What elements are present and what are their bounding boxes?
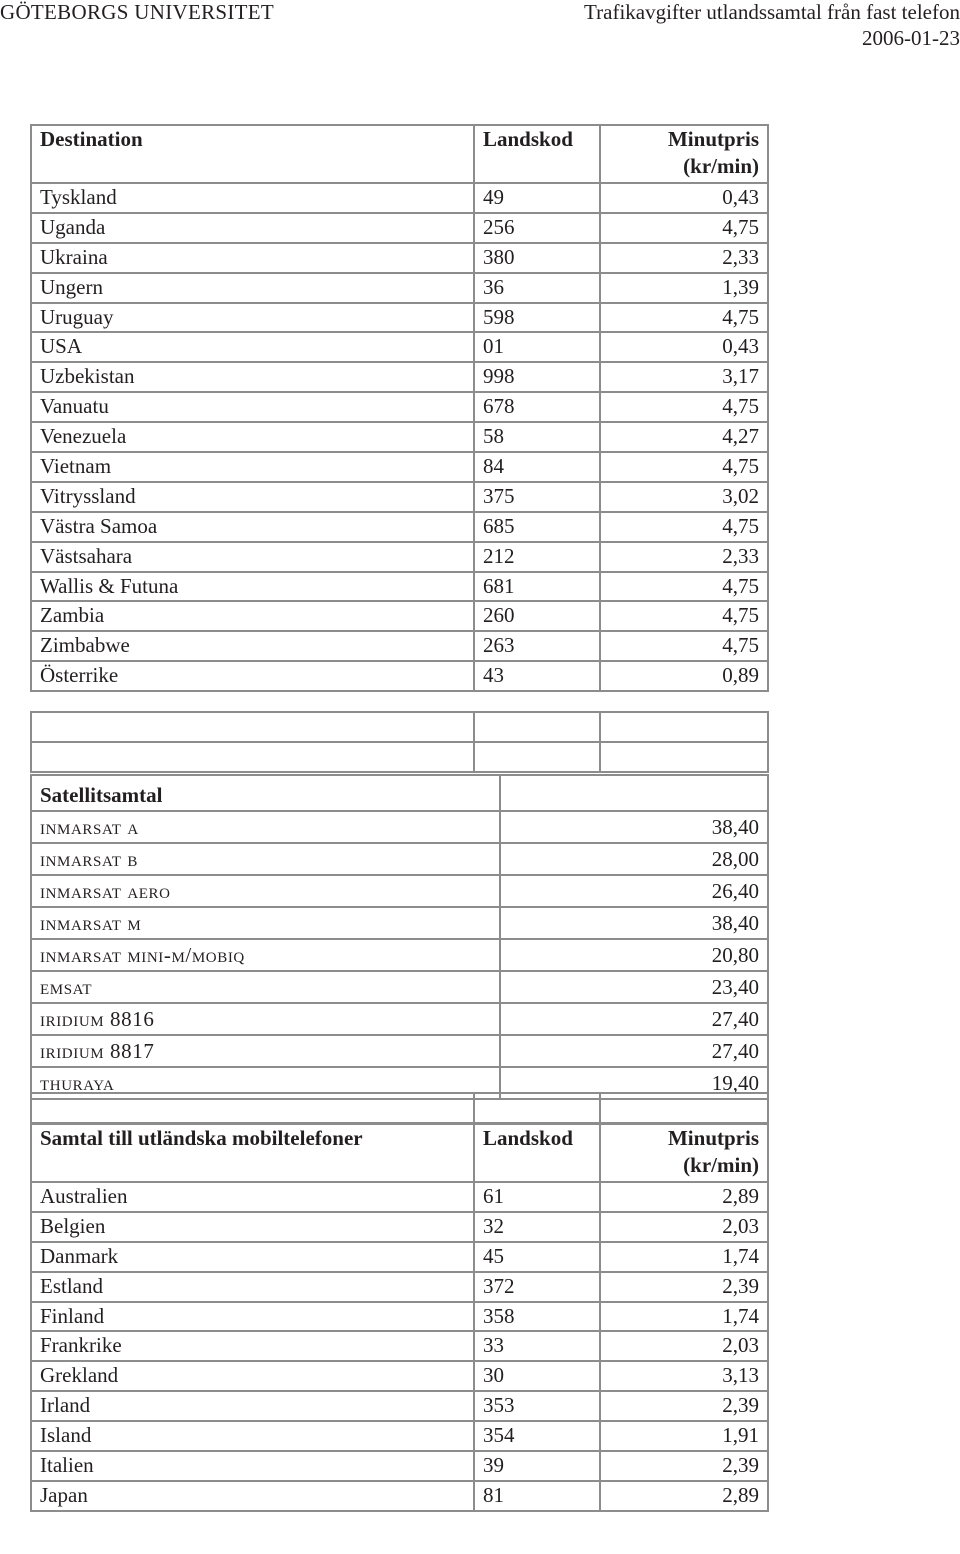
university-name: GÖTEBORGS UNIVERSITET <box>0 0 275 24</box>
blank-row <box>31 742 768 772</box>
country-cell: Västsahara <box>31 542 474 572</box>
satellite-service-cell: inmarsat aero <box>31 875 500 907</box>
country-cell: Italien <box>31 1451 474 1481</box>
price-cell: 2,89 <box>600 1182 768 1212</box>
table-row <box>31 939 768 971</box>
price-cell: 23,40 <box>500 971 768 1003</box>
price-cell: 2,39 <box>600 1451 768 1481</box>
country-cell: Uruguay <box>31 303 474 333</box>
country-code-cell: 678 <box>474 392 600 422</box>
country-cell: Belgien <box>31 1212 474 1242</box>
price-cell: 4,75 <box>600 572 768 602</box>
document-date: 2006-01-23 <box>862 26 960 50</box>
country-code-cell: 372 <box>474 1272 600 1302</box>
table-header-row <box>31 1124 768 1182</box>
country-code-cell: 260 <box>474 601 600 631</box>
satellite-price-table <box>30 774 769 1100</box>
price-cell: 2,89 <box>600 1481 768 1511</box>
table-row <box>31 601 768 631</box>
country-code-cell: 58 <box>474 422 600 452</box>
table-row <box>31 482 768 512</box>
header-mobile-title: Samtal till utländska mobiltelefoner <box>31 1124 474 1182</box>
table-row <box>31 907 768 939</box>
price-cell: 3,17 <box>600 362 768 392</box>
header-landskod: Landskod <box>474 1124 600 1182</box>
price-cell: 3,02 <box>600 482 768 512</box>
country-code-cell: 30 <box>474 1361 600 1391</box>
price-cell: 27,40 <box>500 1003 768 1035</box>
country-code-cell: 354 <box>474 1421 600 1451</box>
country-code-cell: 32 <box>474 1212 600 1242</box>
mobile-price-table <box>30 1123 769 1512</box>
price-cell: 2,03 <box>600 1331 768 1361</box>
satellite-title-row <box>31 775 768 811</box>
satellite-service-cell: thuraya <box>31 1067 500 1099</box>
country-cell: Vanuatu <box>31 392 474 422</box>
table-row <box>31 1272 768 1302</box>
price-cell: 38,40 <box>500 811 768 843</box>
satellite-service-cell: inmarsat b <box>31 843 500 875</box>
price-cell: 27,40 <box>500 1035 768 1067</box>
table-row <box>31 1182 768 1212</box>
satellite-service-cell: inmarsat m <box>31 907 500 939</box>
country-cell: Zambia <box>31 601 474 631</box>
country-cell: Danmark <box>31 1242 474 1272</box>
price-cell: 2,03 <box>600 1212 768 1242</box>
price-cell: 2,39 <box>600 1272 768 1302</box>
country-code-cell: 61 <box>474 1182 600 1212</box>
table-row <box>31 1212 768 1242</box>
price-cell: 3,13 <box>600 1361 768 1391</box>
price-cell: 0,89 <box>600 661 768 691</box>
country-code-cell: 256 <box>474 213 600 243</box>
country-cell: Island <box>31 1421 474 1451</box>
header-unit-label: (kr/min) <box>683 1153 759 1177</box>
blank-rows-2 <box>30 1092 769 1124</box>
table-row <box>31 512 768 542</box>
price-cell: 26,40 <box>500 875 768 907</box>
table-row <box>31 1421 768 1451</box>
country-cell: Estland <box>31 1272 474 1302</box>
blank-row <box>31 1093 768 1123</box>
price-cell: 1,74 <box>600 1302 768 1332</box>
price-cell: 38,40 <box>500 907 768 939</box>
table-row <box>31 452 768 482</box>
price-cell: 4,75 <box>600 631 768 661</box>
blank-row <box>31 712 768 742</box>
country-code-cell: 380 <box>474 243 600 273</box>
country-code-cell: 212 <box>474 542 600 572</box>
table-row <box>31 243 768 273</box>
country-code-cell: 36 <box>474 273 600 303</box>
country-code-cell: 81 <box>474 1481 600 1511</box>
country-code-cell: 263 <box>474 631 600 661</box>
price-cell: 0,43 <box>600 332 768 362</box>
country-cell: Irland <box>31 1391 474 1421</box>
price-cell: 0,43 <box>600 183 768 213</box>
price-cell: 2,33 <box>600 243 768 273</box>
table-row <box>31 1331 768 1361</box>
table-row <box>31 422 768 452</box>
country-cell: Vitryssland <box>31 482 474 512</box>
country-code-cell: 998 <box>474 362 600 392</box>
price-cell: 28,00 <box>500 843 768 875</box>
price-cell: 1,39 <box>600 273 768 303</box>
price-cell: 1,91 <box>600 1421 768 1451</box>
country-cell: Frankrike <box>31 1331 474 1361</box>
country-cell: Australien <box>31 1182 474 1212</box>
header-unit-label: (kr/min) <box>683 154 759 178</box>
header-landskod: Landskod <box>474 125 600 183</box>
table-row <box>31 1003 768 1035</box>
price-cell: 4,75 <box>600 601 768 631</box>
country-cell: Österrike <box>31 661 474 691</box>
table-row <box>31 542 768 572</box>
country-cell: Finland <box>31 1302 474 1332</box>
country-cell: Venezuela <box>31 422 474 452</box>
page-header <box>0 0 960 60</box>
country-code-cell: 685 <box>474 512 600 542</box>
table-row <box>31 875 768 907</box>
table-row <box>31 1361 768 1391</box>
table-row <box>31 1481 768 1511</box>
country-cell: Uganda <box>31 213 474 243</box>
table-row <box>31 1302 768 1332</box>
price-cell: 19,40 <box>500 1067 768 1099</box>
country-cell: Tyskland <box>31 183 474 213</box>
satellite-service-cell: emsat <box>31 971 500 1003</box>
price-cell: 4,75 <box>600 392 768 422</box>
price-cell: 20,80 <box>500 939 768 971</box>
country-cell: Ungern <box>31 273 474 303</box>
country-code-cell: 375 <box>474 482 600 512</box>
table-row <box>31 362 768 392</box>
table-row <box>31 1391 768 1421</box>
price-cell: 2,39 <box>600 1391 768 1421</box>
country-cell: Wallis & Futuna <box>31 572 474 602</box>
destination-price-table <box>30 124 769 692</box>
table-row <box>31 811 768 843</box>
country-cell: Japan <box>31 1481 474 1511</box>
table-row <box>31 843 768 875</box>
price-cell: 4,75 <box>600 512 768 542</box>
table-header-row <box>31 125 768 183</box>
country-code-cell: 49 <box>474 183 600 213</box>
table-row <box>31 1035 768 1067</box>
country-cell: Uzbekistan <box>31 362 474 392</box>
table-row <box>31 273 768 303</box>
header-minutpris-label: Minutpris <box>667 1126 759 1150</box>
table-row <box>31 213 768 243</box>
table-row <box>31 971 768 1003</box>
document-title: Trafikavgifter utlandssamtal från fast telefon <box>584 0 960 24</box>
price-cell: 1,74 <box>600 1242 768 1272</box>
satellite-service-cell: iridium 8816 <box>31 1003 500 1035</box>
header-minutpris-label: Minutpris <box>667 127 759 151</box>
price-cell: 4,75 <box>600 452 768 482</box>
country-cell: Grekland <box>31 1361 474 1391</box>
table-row <box>31 1242 768 1272</box>
satellite-service-cell: iridium 8817 <box>31 1035 500 1067</box>
table-row <box>31 572 768 602</box>
price-cell: 2,33 <box>600 542 768 572</box>
country-code-cell: 43 <box>474 661 600 691</box>
table-row <box>31 303 768 333</box>
country-code-cell: 681 <box>474 572 600 602</box>
country-cell: Ukraina <box>31 243 474 273</box>
country-code-cell: 39 <box>474 1451 600 1481</box>
country-code-cell: 353 <box>474 1391 600 1421</box>
blank-rows <box>30 711 769 773</box>
table-row <box>31 661 768 691</box>
header-minutpris <box>600 125 768 183</box>
country-code-cell: 84 <box>474 452 600 482</box>
price-cell: 4,75 <box>600 303 768 333</box>
price-cell: 4,75 <box>600 213 768 243</box>
country-cell: Zimbabwe <box>31 631 474 661</box>
country-cell: Västra Samoa <box>31 512 474 542</box>
country-cell: Vietnam <box>31 452 474 482</box>
satellite-service-cell: inmarsat mini-m/mobiq <box>31 939 500 971</box>
table-row <box>31 183 768 213</box>
satellite-service-cell: inmarsat a <box>31 811 500 843</box>
country-cell: USA <box>31 332 474 362</box>
country-code-cell: 358 <box>474 1302 600 1332</box>
table-row <box>31 392 768 422</box>
country-code-cell: 01 <box>474 332 600 362</box>
table-row <box>31 332 768 362</box>
table-row <box>31 1451 768 1481</box>
price-cell: 4,27 <box>600 422 768 452</box>
country-code-cell: 45 <box>474 1242 600 1272</box>
satellite-title: Satellitsamtal <box>31 775 500 811</box>
country-code-cell: 598 <box>474 303 600 333</box>
country-code-cell: 33 <box>474 1331 600 1361</box>
header-destination: Destination <box>31 125 474 183</box>
header-minutpris <box>600 1124 768 1182</box>
table-row <box>31 631 768 661</box>
